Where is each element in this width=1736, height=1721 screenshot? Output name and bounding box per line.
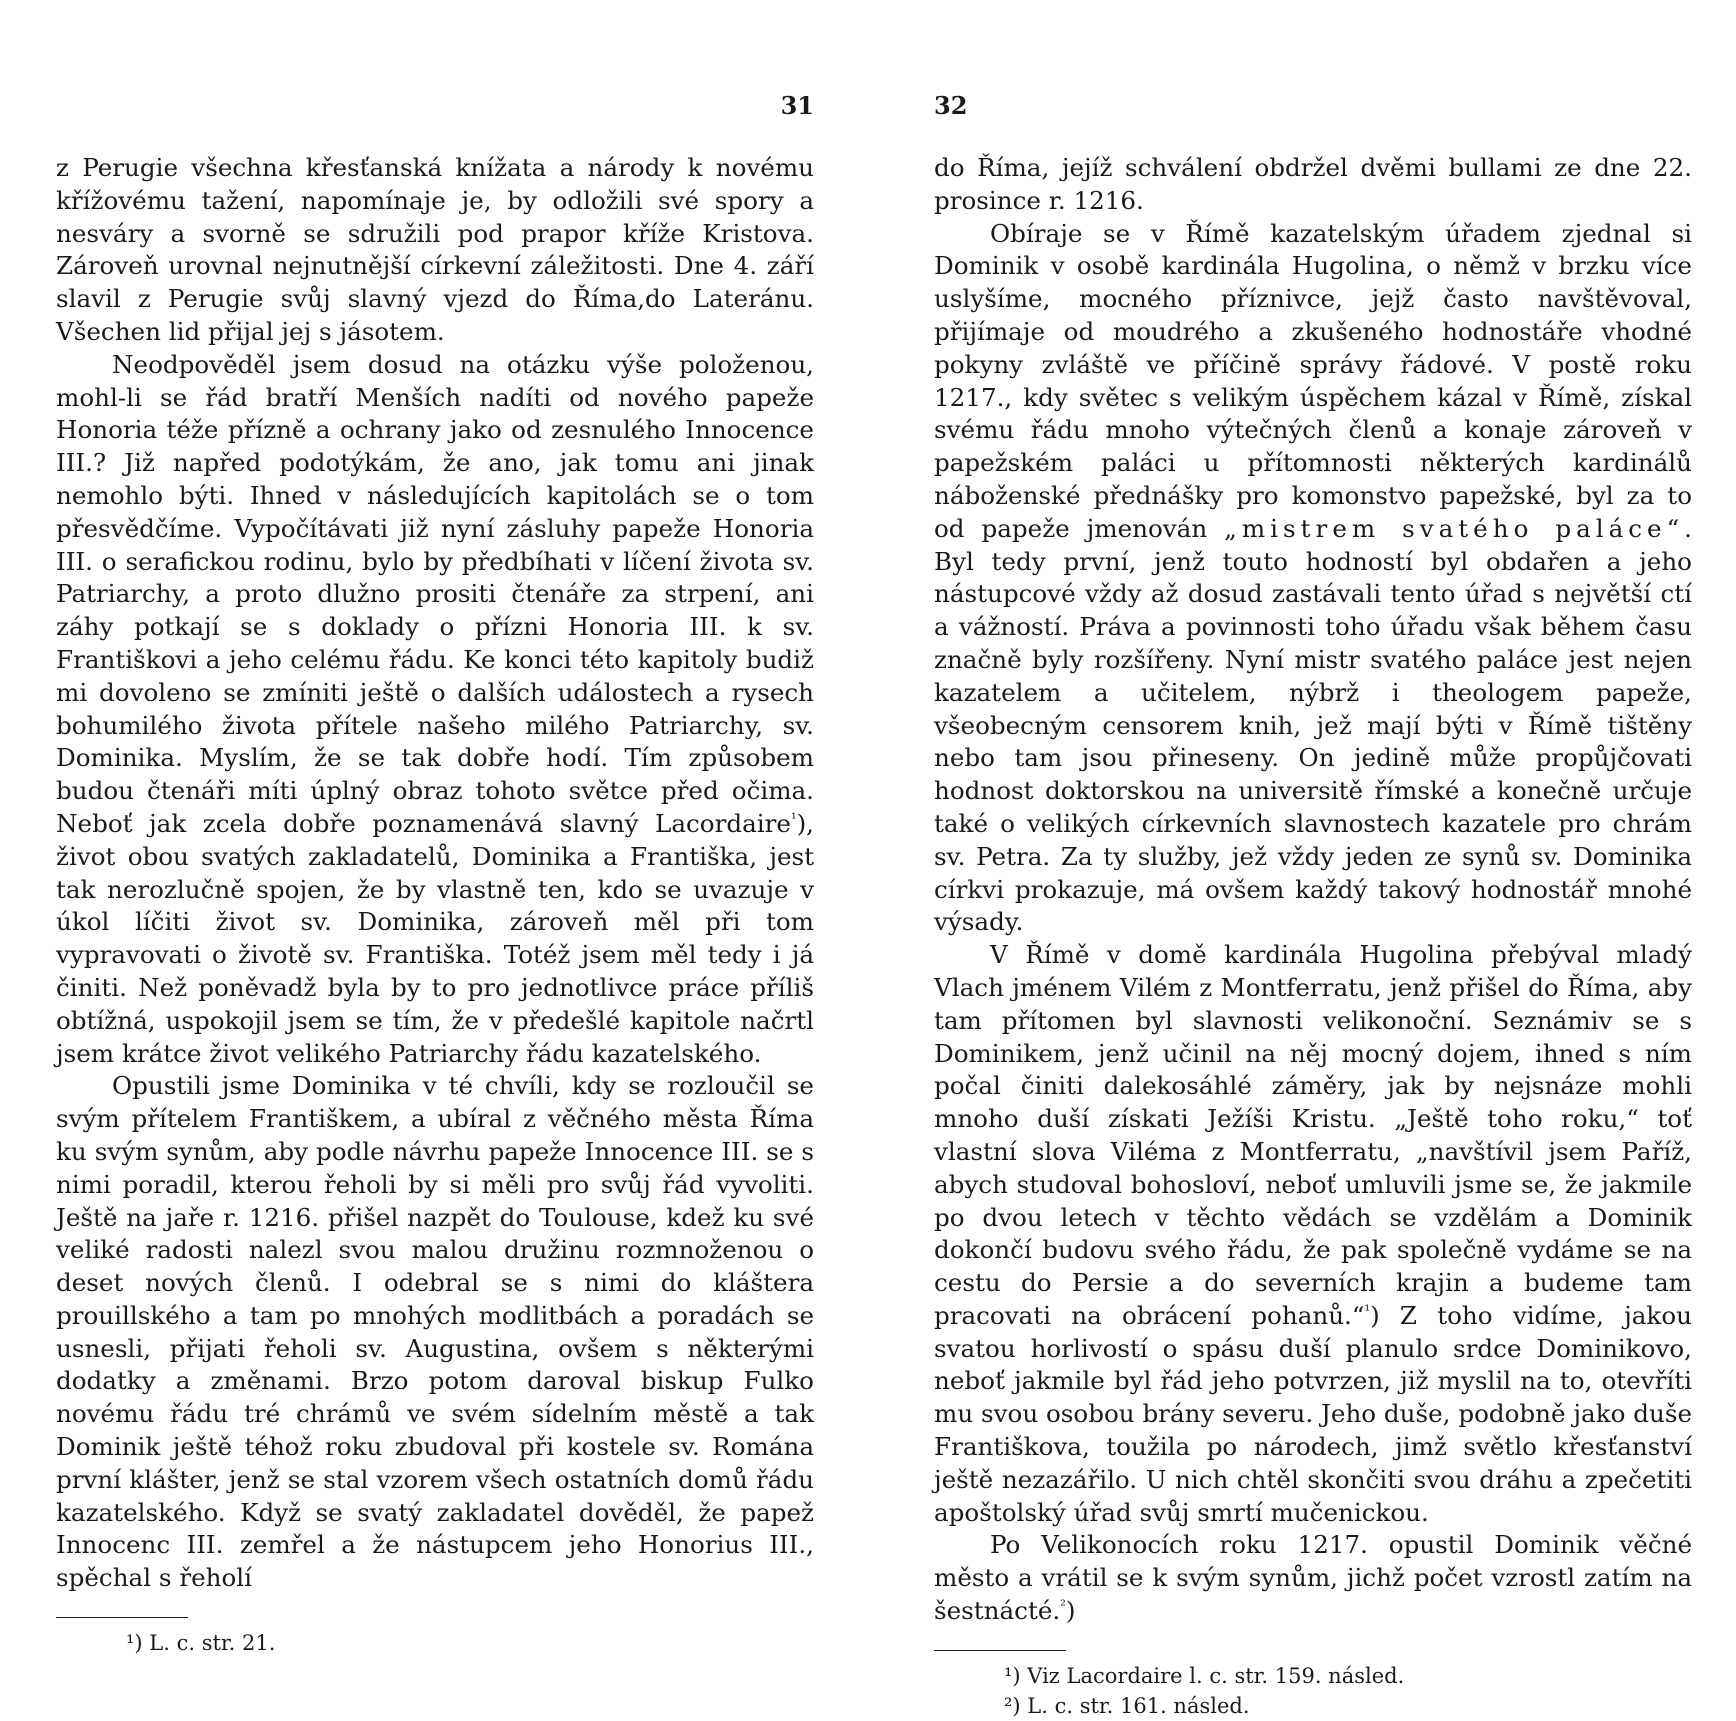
paragraph-text: . Byl tedy první, jenž touto hodností byl obdařen a jeho nástupcové vždy až dosud zastávali tento úřad s největší ctí a vážností. Práva a povinnosti toho úřadu však během času značně byly rozšířeny. Nyní mistr svatého paláce jest nejen kazatelem a učitelem, nýbrž i theologem papeže, všeobecným censorem knih, jež mají býti v Římě tištěny nebo tam jsou přineseny. On jedině může propůjčovati hodnost doktorskou na universitě římské a konečně určuje také o velikých církevních slavnostech kazatele pro chrám sv. Petra. Za ty služby, jež vždy jeden ze synů sv. Dominika církvi prokazuje, má ovšem každý takový hodnostář mnohé výsady. [934,513,1692,937]
paragraph-text: ) [1065,1596,1076,1626]
paragraph-with-footnote [934,1529,1692,1627]
paragraph-text: ), život obou svatých zakladatelů, Dominika a Františka, jest tak nerozlučně spojen, že by vlastně ten, kdo se uvazuje v úkol líčiti život sv. Dominika, zároveň měl při tom vypravovati o životě sv. Františka. Totéž jsem měl tedy i já činiti. Než poněvadž byla by to pro jednotlivce práce příliš obtížná, uspokojil jsem se tím, že v předešlé kapitole načrtl jsem krátce život velikého Patriarchy řádu kazatelského. [56,808,814,1068]
page-number-right: 32 [934,91,968,120]
footnote-mark: ² [1060,1597,1066,1614]
footnote-divider [56,1617,188,1618]
right-page [934,90,1692,1721]
paragraph-with-footnote [56,349,814,1071]
footnote-mark: ¹ [790,810,797,827]
paragraph: do Říma, jejíž schválení obdržel dvěmi bullami ze dne 22. prosince r. 1216. [934,153,1692,215]
footnote: ¹) Viz Lacordaire l. c. str. 159. násled. [1004,1663,1405,1688]
paragraph-with-footnote [934,939,1692,1529]
paragraph-with-emphasis [934,218,1692,940]
footnote: ¹) L. c. str. 21. [126,1631,276,1656]
footnote-divider [934,1650,1066,1651]
paragraph-text: Po Velikonocích roku 1217. opustil Dominik věčné město a vrátil se k svým synům, jichž počet vzrostl zatím na šestnácté. [934,1530,1692,1626]
paragraph-text: V Římě v domě kardinála Hugolina přebýval mladý Vlach jménem Vilém z Montferratu, jenž přišel do Říma, aby tam přítomen byl slavnosti velikonoční. Seznámiv se s Dominikem, jenž učinil na něj mocný dojem, ihned s ním počal činiti dalekosáhlé záměry, jak by nejsnáze mohli mnoho duší získati Ježíši Kristu. „Ještě toho roku,“ toť vlastní slova Viléma z Montferratu, „navštívil jsem Paříž, abych studoval bohosloví, neboť umluvili jsme se, že jakmile po dvou letech v těchto vědách se vzdělám a Dominik dokončí budovu svého řádu, že pak společně vydáme se na cestu do Persie a do severních krajin a budeme tam pracovati na obrácení pohanů.“ [934,940,1692,1330]
footnote: ²) L. c. str. 161. násled. [1004,1693,1250,1718]
paragraph: Opustili jsme Dominika v té chvíli, kdy se rozloučil se svým přítelem Františkem, a ubíral z věčného města Říma ku svým synům, aby podle návrhu papeže Innocence III. se s nimi poradil, kterou řeholi by si měli pro svůj řád vyvoliti. Ještě na jaře r. 1216. přišel nazpět do Toulouse, kdež ku své veliké radosti nalezl svou malou družinu rozmnoženou o deset nových členů. I odebral se s nimi do kláštera prouillského a tam po mnohých modlitbách a poradách se usnesli, přijati řeholi sv. Augustina, ovšem s některými dodatky a změnami. Brzo potom daroval biskup Fulko novému řádu tré chrámů ve svém sídelním městě a tak Dominik ještě téhož roku zbudoval při kostele sv. Romána první klášter, jenž se stal vzorem všech ostatních domů řádu kazatelského. Když se svatý zakladatel dověděl, že papež Innocenc III. zemřel a že nástupcem jeho Honorius III., spěchal s řeholí [56,1071,814,1593]
footnote-mark: ¹ [1364,1302,1371,1319]
paragraph-text: Neodpověděl jsem dosud na otázku výše položenou, mohl-li se řád bratří Menších nadíti od nového papeže Honoria téže přízně a ochrany jako od zesnulého Innocence III.? Již napřed podotýkám, že ano, jak tomu ani jinak nemohlo býti. Ihned v následujících kapitolách se o tom přesvědčíme. Vypočítávati již nyní zásluhy papeže Honoria III. o serafickou rodinu, bylo by předbíhati v líčení života sv. Patriarchy, a proto dlužno prositi čtenáře za strpení, ani záhy potkají se s doklady o přízni Honoria III. k sv. Františkovi a jeho celému řádu. Ke konci této kapitoly budiž mi dovoleno se zmíniti ještě o dalších událostech a rysech bohumilého života přítele našeho milého Patriarchy, sv. Dominika. Myslím, že se tak dobře hodí. Tím způsobem budou čtenáři míti úplný obraz tohoto světce před očima. Neboť jak zcela dobře poznamenává slavný Lacordaire [56,349,814,838]
page-number-left: 31 [780,91,814,120]
paragraph: z Perugie všechna křesťanská knížata a národy k novému křížovému tažení, napomínaje je, by odložili své spory a nesváry a svorně se sdružili pod prapor kříže Kristova. Zároveň urovnal nejnutnější církevní záležitosti. Dne 4. září slavil z Perugie svůj slavný vjezd do Říma,do Lateránu. Všechen lid přijal jej s jásotem. [56,153,814,346]
left-page [56,90,814,1658]
paragraph-text: ) Z toho vidíme, jakou svatou horlivostí o spásu duší planulo srdce Dominikovo, neboť jakmile byl řád jeho potvrzen, již myslil na to, otevříti mu svou osobou brány severu. Jeho duše, podobně jako duše Františkova, toužila po národech, jimž světlo křesťanství ještě nezazářilo. U nich chtěl skončiti svou dráhu a zpečetiti apoštolský úřad svůj smrtí mučenickou. [934,1300,1692,1527]
spaced-emphasis: „mistrem svatého paláce“ [1224,513,1685,543]
paragraph-text: Obíraje se v Římě kazatelským úřadem zjednal si Dominik v osobě kardinála Hugolina, o němž v brzku více uslyšíme, mocného příznivce, jejž často navštěvoval, přijímaje od moudrého a zkušeného hodnostáře vhodné pokyny zvláště ve příčině správy řádové. V postě roku 1217., kdy světec s velikým úspěchem kázal v Římě, získal svému řádu mnoho výtečných členů a konaje zároveň v papežském paláci u přítomnosti některých kardinálů náboženské přednášky pro komonstvo papežské, byl za to od papeže jmenován [934,218,1692,543]
